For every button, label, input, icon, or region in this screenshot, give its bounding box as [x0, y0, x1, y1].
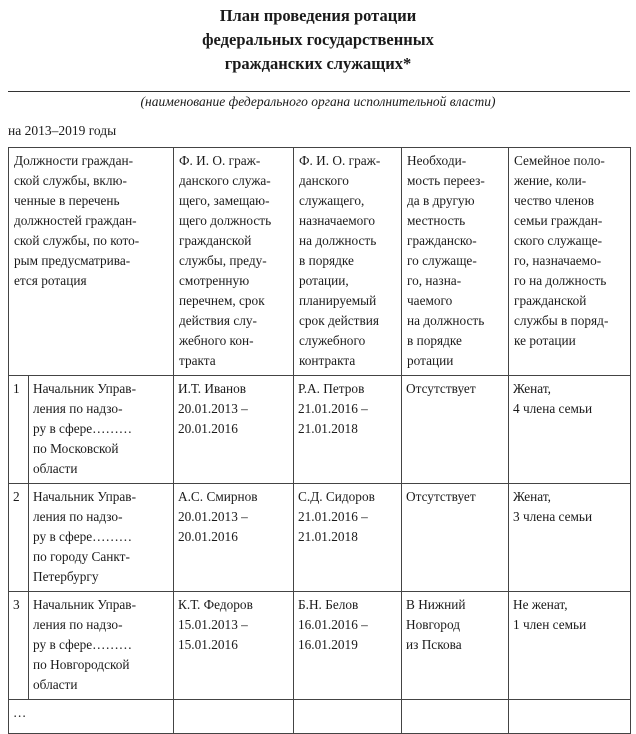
row-position: Начальник Управ- ления по надзо- ру в сфере……… по Новгородской области: [29, 592, 174, 700]
row-relocation: Отсутствует: [402, 376, 509, 484]
row-number: 1: [9, 376, 29, 484]
row-appointed-employee: Б.Н. Белов 16.01.2016 – 16.01.2019: [294, 592, 402, 700]
row-relocation: Отсутствует: [402, 484, 509, 592]
empty-cell: [509, 700, 631, 734]
title-line-3: гражданских служащих*: [224, 54, 412, 73]
row-number: 2: [9, 484, 29, 592]
row-current-employee: К.Т. Федоров 15.01.2013 – 15.01.2016: [174, 592, 294, 700]
empty-cell: [294, 700, 402, 734]
row-appointed-employee: Р.А. Петров 21.01.2016 – 21.01.2018: [294, 376, 402, 484]
organ-name-line: [8, 91, 630, 92]
empty-cell: [174, 700, 294, 734]
title-line-2: федеральных государственных: [202, 30, 434, 49]
continuation-ellipsis: …: [9, 700, 174, 734]
row-number: 3: [9, 592, 29, 700]
plan-period: на 2013–2019 годы: [8, 123, 117, 138]
row-relocation: В Нижний Новгород из Пскова: [402, 592, 509, 700]
row-appointed-employee: С.Д. Сидоров 21.01.2016 – 21.01.2018: [294, 484, 402, 592]
table-header-row: [9, 148, 631, 376]
row-position: Начальник Управ- ления по надзо- ру в сфере……… по городу Санкт- Петербургу: [29, 484, 174, 592]
rotation-table: [8, 147, 631, 734]
row-current-employee: А.С. Смирнов 20.01.2013 – 20.01.2016: [174, 484, 294, 592]
document-title: [0, 4, 636, 76]
row-family: Женат, 4 члена семьи: [509, 376, 631, 484]
row-family: Не женат, 1 член семьи: [509, 592, 631, 700]
table-row: [9, 592, 631, 700]
row-family: Женат, 3 члена семьи: [509, 484, 631, 592]
row-current-employee: И.Т. Иванов 20.01.2013 – 20.01.2016: [174, 376, 294, 484]
header-positions: Должности граждан- ской службы, вклю- ченные в перечень должностей граждан- ской службы, по кото- рым предусматрива- ется ротация: [9, 148, 174, 376]
table-row: [9, 376, 631, 484]
table-row-continuation: [9, 700, 631, 734]
title-line-1: План проведения ротации: [219, 6, 417, 25]
table-row: [9, 484, 631, 592]
organ-caption: (наименование федерального органа исполнительной власти): [140, 94, 496, 109]
header-relocation: Необходи- мость переез- да в другую местность гражданско- го служаще- го, назна- чаемого на должность в порядке ротации: [402, 148, 509, 376]
row-position: Начальник Управ- ления по надзо- ру в сфере……… по Московской области: [29, 376, 174, 484]
header-current-employee: Ф. И. О. граж- данского служа- щего, замещаю- щего должность гражданской службы, преду- смотренную перечнем, срок действия слу- жебного кон- тракта: [174, 148, 294, 376]
header-family: Семейное поло- жение, коли- чество членов семьи граждан- ского служаще- го, назначаемо- го на должность гражданской службы в поряд- ке ротации: [509, 148, 631, 376]
empty-cell: [402, 700, 509, 734]
header-appointed-employee: Ф. И. О. граж- данского служащего, назначаемого на должность в порядке ротации, планируемый срок действия служебного контракта: [294, 148, 402, 376]
